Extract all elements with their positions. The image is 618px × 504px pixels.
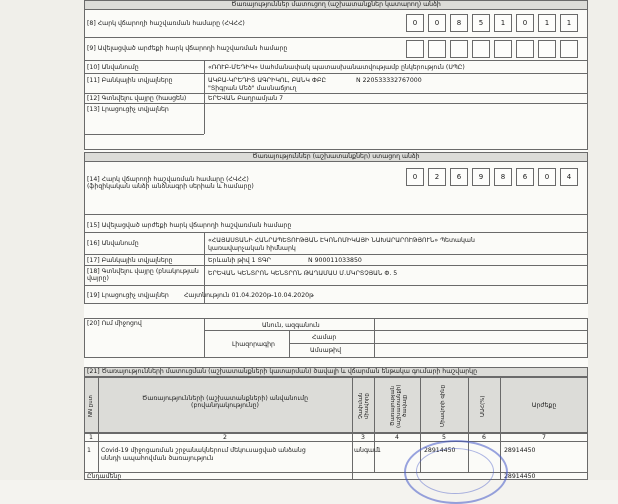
divider [84,73,588,74]
divider [374,318,375,358]
buyer-tin-digit-box: 9 [472,168,490,186]
divider [84,93,588,94]
invoice-page [84,0,588,480]
buyer-extra-label: [19] Լրացուցիչ տվյալներ [87,292,169,299]
buyer-address-value: ԵՐԵՎԱՆ ԿԵՆՏՐՈՆ ԿԵՆՏՐՈՆ ԹԱՂԱՄԱՍ Մ.ՄԿՐՏՉՅԱՆ Փ. 5 [208,270,398,277]
supplier-name-value: «ՌՈՒԲ-ՄԵԴԻԿ» Սահմանափակ պատասխանատվությամբ ընկերություն (ՍՊԸ) [208,64,465,71]
official-stamp-inner [416,448,494,494]
divider [204,318,205,358]
col-vat-header: ԱԱՀ(%) [480,395,486,417]
divider [84,285,588,286]
col-number-4: 4 [395,434,399,441]
buyer-vat-label: [15] Ավելացված արժեքի հարկ վճարողի հաշվառման համարը [87,222,292,229]
supplier-tin-digit-box: 0 [516,14,534,32]
supplier-header: Ծառայություններ մատուցող (աշխատանքներ կատարող) անձի [231,1,441,8]
divider [204,60,205,134]
row-total: 28914450 [504,447,536,454]
buyer-name-value-2: կառավարչական հիմնարկ [208,245,296,252]
divider [84,103,588,104]
col-number-5: 5 [442,434,446,441]
buyer-tin-label-1: [14] Հարկ վճարողի հաշվառման համարը (ՀՎՀՀ) [87,176,249,183]
buyer-tin-digit-box: 8 [494,168,512,186]
col-number-3: 3 [361,434,365,441]
supplier-tin-digit-box: 8 [450,14,468,32]
authority-label: Լիազորագիր [232,341,275,348]
divider [204,330,588,331]
row-name-2: սննդի ապահովման ծառայություն [101,455,214,462]
supplier-tin-digit-box: 1 [560,14,578,32]
col-divider [374,377,375,472]
supplier-vat-digit-box [494,40,512,58]
supplier-tin-digit-box: 1 [494,14,512,32]
supplier-vat-digit-box [428,40,446,58]
buyer-tin-digit-box: 6 [450,168,468,186]
total-value: 28914450 [504,473,536,480]
contract-name-label: Անուն, ազգանուն [262,322,320,329]
divider [84,441,588,442]
authority-number-label: Համար [312,334,337,341]
supplier-bank-account: N 220533332767000 [356,77,422,84]
buyer-bank-label: [17] Բանկային տվյալները [87,257,173,264]
divider [84,254,588,255]
supplier-vat-digit-box [450,40,468,58]
supplier-extra-label: [13] Լրացուցիչ տվյալներ [87,106,169,113]
col-number-2: 2 [223,434,227,441]
buyer-bank-value: Երևանի թիվ 1 ՏԳՐ [208,257,271,264]
scan-right-margin [588,0,618,480]
divider [289,343,588,344]
buyer-tin-label-2: (ֆիզիկական անձի անձնագրի սերիան և համարը) [87,183,254,190]
total-label: Ընդամենը [87,473,122,480]
divider [84,232,588,233]
supplier-vat-digit-box [560,40,578,58]
supplier-tin-digit-box: 0 [428,14,446,32]
buyer-address-label-1: [18] Գտնվելու վայրը (բնակության [87,268,199,275]
services-title: [21] Ծառայությունների մատուցման (աշխատանքների կատարման) ծավալի և վճարման ենթակա գումարի հաշվարկը [87,368,478,375]
supplier-address-label: [12] Գտնվելու վայրը (հասցեն) [87,95,187,102]
col-divider [98,377,99,472]
divider [84,60,588,61]
supplier-tin-label: [8] Հարկ վճարողի հաշվառման համարը (ՀՎՀՀ) [87,20,245,27]
supplier-vat-label: [9] Ավելացված արժեքի հարկ վճարողի հաշվառման համարը [87,45,288,52]
col-number-6: 6 [482,434,486,441]
col-number-1: 1 [89,434,93,441]
supplier-tin-digit-box: 5 [472,14,490,32]
divider [289,330,290,358]
buyer-tin-digit-box: 2 [428,168,446,186]
divider [84,37,588,38]
buyer-name-value-1: «ՀԱՅԱՍՏԱՆԻ ՀԱՆՐԱՊԵՏՈՒԹՅԱՆ ԷԿՈՆՈՄԻԿԱՅԻ ՆԱԽԱՐԱՐՈՒԹՅՈՒՆ» Պետական [208,237,475,244]
col-unit-price-header: Միավորի գինը [440,384,446,428]
divider [84,103,85,134]
buyer-extra-value: Հայտնություն 01.04.2020թ-10.04.2020թ [184,292,314,299]
col-name-header-1: Ծառայությունների (աշխատանքների) անվանումը [142,395,308,402]
buyer-name-label: [16] Անվանումը [87,240,139,247]
col-quantity-header: Ծառայության (աշխատանքի) ծավալը [390,384,408,428]
supplier-tin-digit-box: 1 [538,14,556,32]
col-total-header: Արժեքը [531,402,557,409]
contract-label: [20] Ում միջոցով [87,320,142,327]
row-unit: անգամ [354,447,378,454]
buyer-tin-digit-box: 6 [516,168,534,186]
buyer-address-label-2: վայրը) [87,275,109,282]
buyer-tin-digit-box: 0 [406,168,424,186]
row-name-1: Covid-19 միջոցառման շրջանակներում մեկուսացված անձանց [101,447,306,454]
row-quantity: 1 [377,447,381,454]
supplier-tin-digit-box: 0 [406,14,424,32]
col-no-header: NN ըստ [88,395,94,417]
supplier-address-value: ԵՐԵՎԱՆ Բաղրամյան 7 [208,95,284,102]
row-unit-price: 28914450 [424,447,456,454]
authority-date-label: Ամսաթիվ [310,347,342,354]
row-no: 1 [87,447,91,454]
supplier-vat-digit-box [472,40,490,58]
supplier-bank-value-2: "Տիգրան Մեծ" մասնաճյուղ [208,85,297,92]
supplier-bank-value-1: ԱԿԲԱ-ԿՐԵԴԻՏ ԱԳՐԻԿՈԼ, ԲԱՆԿ ՓԲԸ [208,77,326,84]
supplier-name-label: [10] Անվանումը [87,64,139,71]
buyer-tin-digit-box: 4 [560,168,578,186]
col-unit-header: Չափման միավորը [358,392,370,420]
scan-left-margin [0,0,84,480]
supplier-bank-label: [11] Բանկային տվյալները [87,77,173,84]
divider [84,265,588,266]
supplier-vat-digit-box [538,40,556,58]
supplier-vat-digit-box [406,40,424,58]
supplier-vat-digit-box [516,40,534,58]
col-number-7: 7 [542,434,546,441]
divider [84,134,204,135]
col-divider [352,377,353,480]
buyer-bank-account: N 900011033850 [308,257,362,264]
col-name-header-2: (բովանդակությունը) [191,402,259,409]
buyer-header: Ծառայություններ (աշխատանքներ) ստացող անձի [252,153,420,160]
divider [84,214,588,215]
buyer-tin-digit-box: 0 [538,168,556,186]
